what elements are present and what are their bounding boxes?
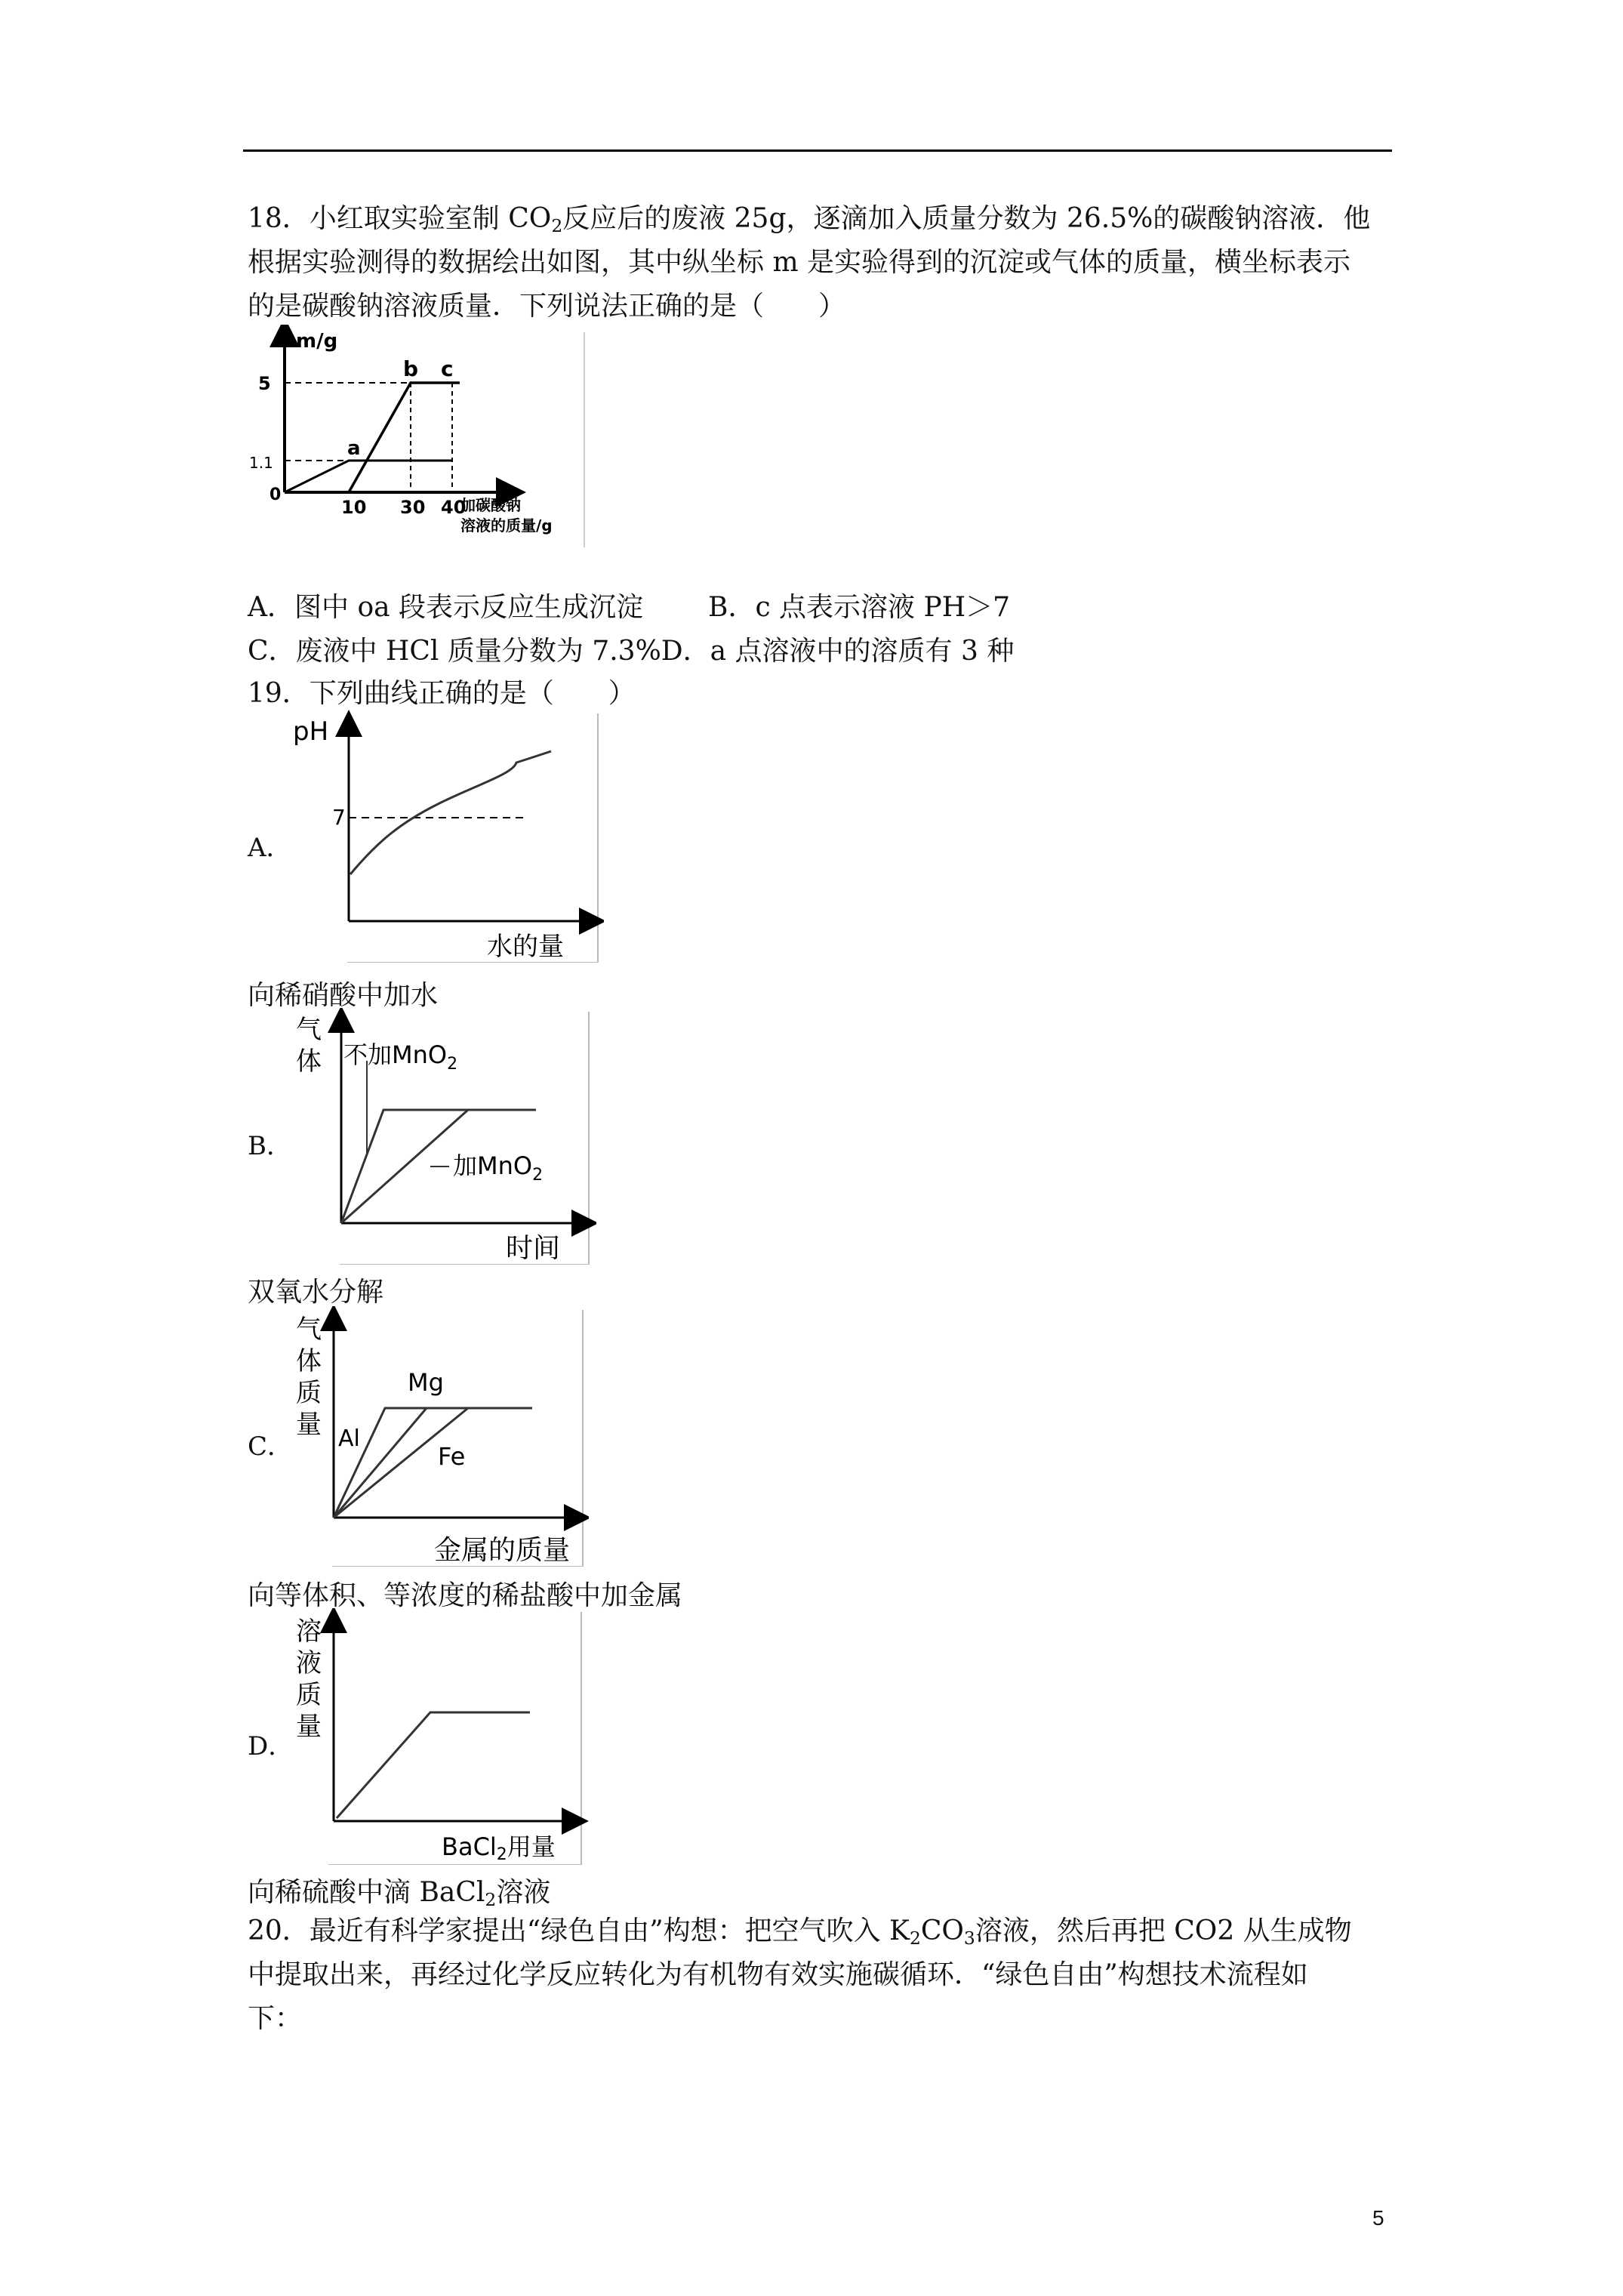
q19-c-label: C．: [248, 1432, 294, 1462]
q18-precipitate-curve: [349, 383, 460, 492]
q19a-curve: [350, 751, 551, 874]
q18-ylabel: m/g: [296, 330, 338, 353]
q18-figure: [243, 325, 590, 547]
q19a-ref-tick: 7: [332, 805, 346, 830]
q19d-ylabel-3: 质: [296, 1680, 322, 1710]
q18-ytick-5: 5: [258, 373, 271, 394]
q18-option-b: B．c 点表示溶液 PH＞7: [708, 592, 1011, 623]
q19-a-figure: [287, 710, 604, 963]
q19b-curve2-label: 加MnO$_2$: [453, 1151, 544, 1185]
q19-c-caption: 向等体积、等浓度的稀盐酸中加金属: [248, 1580, 683, 1611]
q19d-curve: [337, 1712, 530, 1818]
q19c-label-al: Al: [338, 1425, 360, 1452]
page-number: 5: [1372, 2206, 1384, 2230]
q19c-ylabel-3: 质: [296, 1378, 322, 1408]
q19b-xlabel: 时间: [506, 1233, 561, 1264]
q19d-ylabel-1: 溶: [296, 1616, 322, 1647]
q19b-ylabel-1: 气: [296, 1015, 322, 1045]
q19-d-caption: 向稀硫酸中滴 BaCl$_2$溶液: [248, 1877, 551, 1910]
q20-line-3: 下：: [248, 2003, 303, 2034]
q19-b-label: B．: [248, 1131, 292, 1161]
q19-d-label: D．: [248, 1731, 294, 1761]
q20-line-2: 中提取出来，再经过化学反应转化为有机物有效实施碳循环．“绿色自由”构想技术流程如: [248, 1959, 1308, 1990]
q19d-ylabel-4: 量: [296, 1712, 322, 1742]
q18-point-a: a: [347, 437, 361, 460]
q18-gas-curve: [285, 461, 452, 492]
q19a-xlabel: 水的量: [487, 932, 564, 962]
q19c-curve-mg: [334, 1408, 427, 1518]
q19-b-caption: 双氧水分解: [248, 1277, 384, 1308]
q18-line-1: 18．小红取实验室制 $CO_2$反应后的废液 25g，逐滴加入质量分数为 26.5%的碳酸钠溶液．他: [248, 203, 1371, 236]
q19d-ylabel-2: 液: [296, 1648, 322, 1678]
q18-ytick-0: 0: [269, 485, 282, 504]
q18-line-2: 根据实验测得的数据绘出如图，其中纵坐标 m 是实验得到的沉淀或气体的质量，横坐标表示: [248, 247, 1351, 278]
q19c-ylabel-2: 体: [296, 1346, 322, 1376]
q19c-label-fe: Fe: [438, 1442, 466, 1471]
q19c-xlabel: 金属的质量: [434, 1535, 571, 1566]
q18-ytick-1.1: 1.1: [249, 454, 273, 472]
q18-xtick-30: 30: [400, 497, 426, 518]
q19a-ylabel: pH: [293, 717, 329, 747]
q19c-label-mg: Mg: [408, 1368, 444, 1397]
header-rule: [243, 149, 1392, 152]
q18-option-cd: C．废液中 HCl 质量分数为 7.3%D．a 点溶液中的溶质有 3 种: [248, 636, 1015, 667]
q18-line-3: 的是碳酸钠溶液质量．下列说法正确的是（ ）: [248, 291, 846, 322]
q19c-ylabel-1: 气: [296, 1314, 322, 1345]
q18-point-b: b: [403, 356, 419, 381]
q18-option-a: A．图中 oa 段表示反应生成沉淀: [248, 592, 644, 623]
q19d-xlabel: BaCl2用量: [442, 1832, 556, 1864]
q18-xtick-10: 10: [341, 497, 367, 518]
q19b-ylabel-2: 体: [296, 1046, 322, 1077]
q18-xlabel-1: 加碳酸钠: [460, 496, 521, 514]
q19-stem: 19．下列曲线正确的是（ ）: [248, 678, 636, 709]
q19-a-caption: 向稀硝酸中加水: [248, 980, 439, 1011]
q19-b-figure: [287, 1008, 596, 1265]
q18-point-c: c: [441, 356, 454, 381]
q19c-curve-al: [334, 1408, 532, 1518]
q18-xlabel-2: 溶液的质量/g: [460, 516, 553, 535]
q19-c-figure: [287, 1306, 589, 1567]
q18-xtick-40: 40: [441, 497, 467, 518]
q19-d-figure: [287, 1608, 589, 1865]
q20-line-1: 20．最近有科学家提出“绿色自由”构想：把空气吹入 $K_2CO_3$溶液，然后再把 CO2 从生成物: [248, 1915, 1352, 1949]
q19b-curve1-label: 不加MnO$_2$: [343, 1040, 458, 1074]
q19c-ylabel-4: 量: [296, 1410, 322, 1440]
q19-a-label: A．: [248, 833, 292, 863]
